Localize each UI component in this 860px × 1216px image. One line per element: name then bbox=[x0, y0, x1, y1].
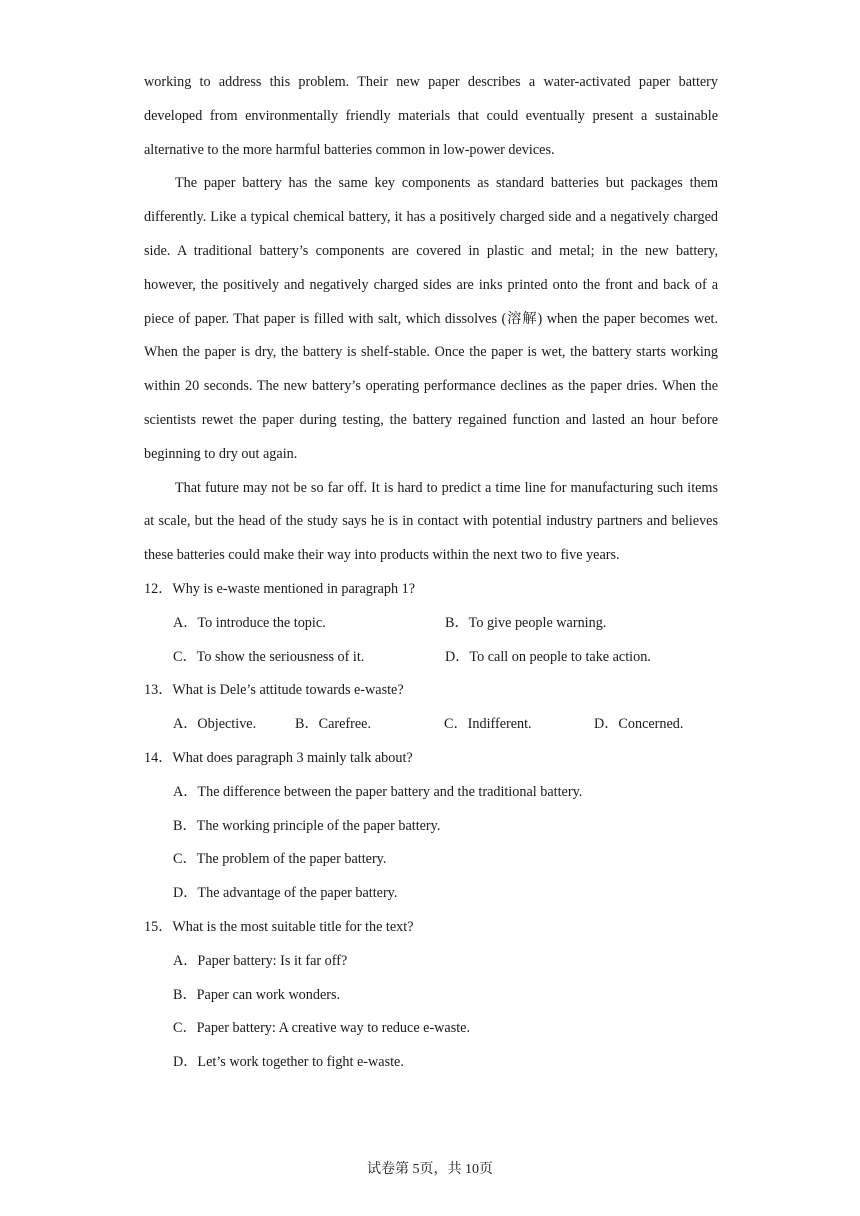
question-12 bbox=[144, 573, 718, 674]
option-b[interactable]: B．Paper can work wonders. bbox=[173, 986, 341, 1003]
option-b[interactable]: B．The working principle of the paper battery. bbox=[173, 817, 441, 834]
passage-paragraph: That future may not be so far off. It is hard to predict a time line for manufacturing such items at scale, but the head of the study says he is in contact with potential industry partners and believes these batteries could make their way into products within the next two to five years. bbox=[144, 479, 718, 564]
question-options bbox=[144, 776, 718, 911]
options-row bbox=[173, 641, 718, 675]
question-15 bbox=[144, 911, 718, 1080]
option-c[interactable]: C．To show the seriousness of it. bbox=[173, 648, 365, 665]
options-row bbox=[173, 708, 718, 742]
option-d[interactable]: D．The advantage of the paper battery. bbox=[173, 885, 398, 902]
option-c[interactable]: C．The problem of the paper battery. bbox=[173, 851, 387, 868]
option-d[interactable]: D．Concerned. bbox=[594, 716, 684, 733]
option-a[interactable]: A．Paper battery: Is it far off? bbox=[173, 952, 348, 969]
options-row bbox=[173, 607, 718, 641]
option-a[interactable]: A．To introduce the topic. bbox=[173, 614, 326, 631]
option-d[interactable]: D．To call on people to take action. bbox=[445, 648, 651, 665]
option-d[interactable]: D．Let’s work together to fight e-waste. bbox=[173, 1054, 404, 1071]
page-footer: 试卷第 5页，共 10页 bbox=[367, 1162, 493, 1177]
option-a[interactable]: A．Objective. bbox=[173, 716, 257, 733]
option-b[interactable]: B．Carefree. bbox=[295, 716, 372, 733]
document-body bbox=[144, 66, 718, 1080]
option-c[interactable]: C．Indifferent. bbox=[444, 716, 532, 733]
question-stem: 14．What does paragraph 3 mainly talk about? bbox=[144, 749, 413, 766]
question-stem: 12．Why is e-waste mentioned in paragraph 1? bbox=[144, 580, 416, 597]
question-stem: 13．What is Dele’s attitude towards e-waste? bbox=[144, 682, 404, 699]
question-13 bbox=[144, 674, 718, 742]
passage-paragraph: working to address this problem. Their new paper describes a water-activated paper battery developed from environmentally friendly materials that could eventually present a sustainable alternative to the more harmful batteries common in low-power devices. bbox=[144, 74, 718, 158]
question-options bbox=[144, 945, 718, 1080]
question-options bbox=[144, 708, 718, 742]
option-a[interactable]: A．The difference between the paper battery and the traditional battery. bbox=[173, 783, 583, 800]
question-14 bbox=[144, 742, 718, 911]
question-stem: 15．What is the most suitable title for the text? bbox=[144, 918, 414, 935]
option-c[interactable]: C．Paper battery: A creative way to reduce e-waste. bbox=[173, 1020, 471, 1037]
question-options bbox=[144, 607, 718, 675]
option-b[interactable]: B．To give people warning. bbox=[445, 614, 607, 631]
passage-paragraph: The paper battery has the same key components as standard batteries but packages them differently. Like a typical chemical battery, it has a positively charged side and a negatively charged side. A traditional battery’s components are covered in plastic and metal; in the new battery, however, the positively and negatively charged sides are inks printed onto the front and back of a piece of paper. That paper is filled with salt, which dissolves (溶解) when the paper becomes wet. When the paper is dry, the battery is shelf-stable. Once the paper is wet, the battery starts working within 20 seconds. The new battery’s operating performance declines as the paper dries. When the scientists rewet the paper during testing, the battery regained function and lasted an hour before beginning to dry out again. bbox=[144, 175, 718, 462]
